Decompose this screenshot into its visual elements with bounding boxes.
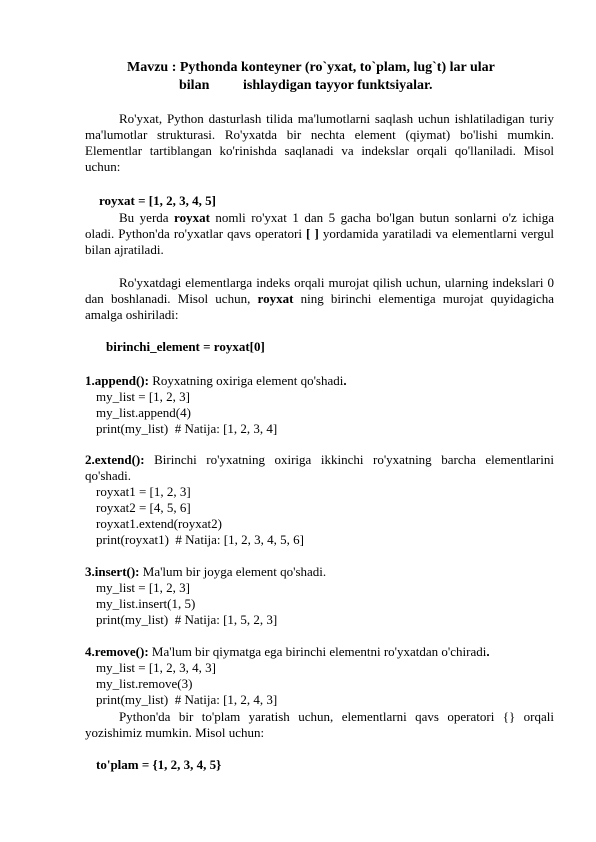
code-line: royxat2 = [4, 5, 6]: [96, 500, 191, 515]
code-line: my_list = [1, 2, 3]: [96, 580, 190, 595]
explain-paragraph: Bu yerda royxat nomli ro'yxat 1 dan 5 gacha bo'lgan butun sonlarni o'z ichiga oladi. Python'da ro'yxatlar qavs operatori [ ] yordamida yaratiladi va elementlarni vergul bilan ajratiladi.: [85, 210, 554, 257]
code-birinchi-element: birinchi_element = royxat[0]: [106, 339, 265, 354]
code-line: print(my_list) # Natija: [1, 2, 4, 3]: [96, 692, 278, 707]
code-line: royxat1 = [1, 2, 3]: [96, 484, 191, 499]
code-line: my_list.remove(3): [96, 676, 193, 691]
title-line-2b: ishlaydigan tayyor funktsiyalar.: [243, 78, 433, 93]
index-paragraph: Ro'yxatdagi elementlarga indeks orqali murojat qilish uchun, ularning indekslari 0 dan boshlanadi. Misol uchun, royxat ning birinchi elementiga murojat quyidagicha amalga oshiriladi:: [85, 275, 554, 322]
title-line-2a: bilan: [179, 78, 210, 93]
code-line: print(my_list) # Natija: [1, 2, 3, 4]: [96, 421, 278, 436]
code-line: royxat1.extend(royxat2): [96, 516, 222, 531]
title-line-1: Mavzu : Pythonda konteyner (ro`yxat, to`plam, lug`t) lar ular: [127, 60, 495, 75]
code-line: print(my_list) # Natija: [1, 5, 2, 3]: [96, 612, 278, 627]
intro-paragraph: Ro'yxat, Python dasturlash tilida ma'lumotlarni saqlash uchun ishlatiladigan turiy ma'lumotlar strukturasi. Ro'yxatda bir nechta element (qiymat) bo'lishi mumkin. Elementlar tartiblangan ko'rinishda saqlanadi va indekslar orqali qo'llaniladi. Misol uchun:: [85, 111, 554, 174]
method-append-heading: 1.append(): Royxatning oxiriga element qo'shadi.: [85, 373, 347, 388]
code-line: my_list = [1, 2, 3, 4, 3]: [96, 660, 216, 675]
method-remove-heading: 4.remove(): Ma'lum bir qiymatga ega birinchi elementni ro'yxatdan o'chiradi.: [85, 644, 490, 659]
code-line: my_list.insert(1, 5): [96, 596, 196, 611]
method-extend-heading: 2.extend(): Birinchi ro'yxatning oxiriga ikkinchi ro'yxatning barcha elementlarini qo'shadi.: [85, 452, 554, 483]
code-line: my_list.append(4): [96, 405, 191, 420]
code-royxat: royxat = [1, 2, 3, 4, 5]: [99, 193, 216, 208]
method-insert-heading: 3.insert(): Ma'lum bir joyga element qo'shadi.: [85, 564, 327, 579]
code-line: print(royxat1) # Natija: [1, 2, 3, 4, 5, 6]: [96, 532, 304, 547]
code-toplam: to'plam = {1, 2, 3, 4, 5}: [96, 757, 222, 772]
set-paragraph: Python'da bir to'plam yaratish uchun, elementlarni qavs operatori {} orqali yozishimiz mumkin. Misol uchun:: [85, 709, 554, 740]
code-line: my_list = [1, 2, 3]: [96, 389, 190, 404]
